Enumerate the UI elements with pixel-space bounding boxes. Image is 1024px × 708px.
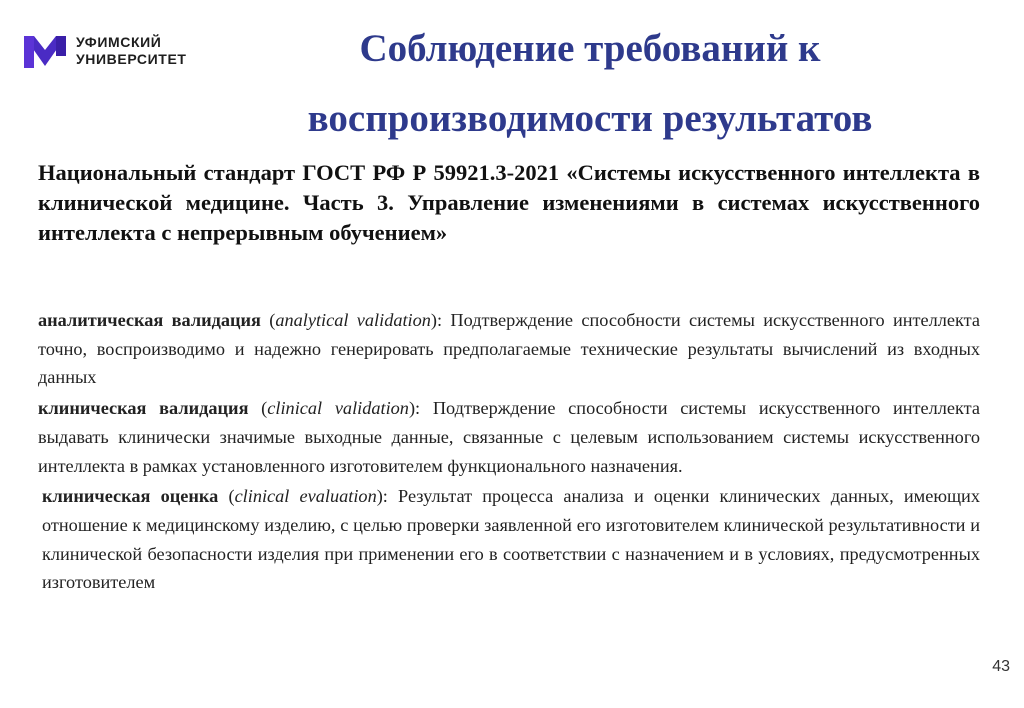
definition-text: Результат процесса анализа и оценки клинических данных, имеющих отношение к медицинскому изделию, с целью проверки заявленной его изготовителем клинической результативности и клинической безопасности изделия при применении его в соответствии с назначением и в условиях, предусмотренных изготовителем bbox=[42, 486, 980, 593]
standard-reference: Национальный стандарт ГОСТ РФ Р 59921.3-2021 «Системы искусственного интеллекта в клинической медицине. Часть 3. Управление изменениями в системах искусственного интеллекта с непрерывным обучением» bbox=[38, 160, 980, 245]
logo-text-line2: УНИВЕРСИТЕТ bbox=[76, 51, 187, 67]
slide-title-line1: Соблюдение требований к bbox=[359, 27, 821, 70]
slide-title bbox=[200, 14, 980, 154]
definition-term: клиническая валидация bbox=[38, 398, 249, 419]
definition-open: ( bbox=[218, 486, 235, 507]
definition-term: аналитическая валидация bbox=[38, 310, 261, 330]
definition-item bbox=[38, 394, 980, 480]
university-logo-icon bbox=[22, 28, 68, 74]
definitions-list bbox=[38, 306, 980, 599]
definition-open: ( bbox=[248, 398, 268, 419]
definition-close: ): bbox=[376, 486, 399, 507]
definition-english-term: analytical validation bbox=[275, 310, 431, 330]
slide-title-line2: воспроизводимости результатов bbox=[307, 97, 873, 140]
page-number: 43 bbox=[992, 658, 1010, 675]
definition-text: Подтверждение способности системы искусственного интеллекта выдавать клинически значимые выходные данные, связанные с целевым использованием системы искусственного интеллекта в рамках установленного изготовителем функционального назначения. bbox=[38, 398, 980, 476]
definition-text: Подтверждение способности системы искусственного интеллекта точно, воспроизводимо и надежно генерировать предполагаемые технические результаты вычислений из входных данных bbox=[38, 310, 980, 388]
university-logo bbox=[22, 28, 187, 74]
definition-english-term: clinical evaluation bbox=[234, 486, 377, 507]
logo-text-line1: УФИМСКИЙ bbox=[76, 34, 162, 50]
definition-term: клиническая оценка bbox=[42, 486, 219, 507]
definition-english-term: clinical validation bbox=[267, 398, 409, 419]
logo-text bbox=[76, 34, 187, 68]
definition-open: ( bbox=[260, 310, 276, 330]
definition-item bbox=[38, 482, 980, 597]
definition-close: ): bbox=[430, 310, 451, 330]
definition-item bbox=[38, 306, 980, 392]
definition-close: ): bbox=[408, 398, 433, 419]
